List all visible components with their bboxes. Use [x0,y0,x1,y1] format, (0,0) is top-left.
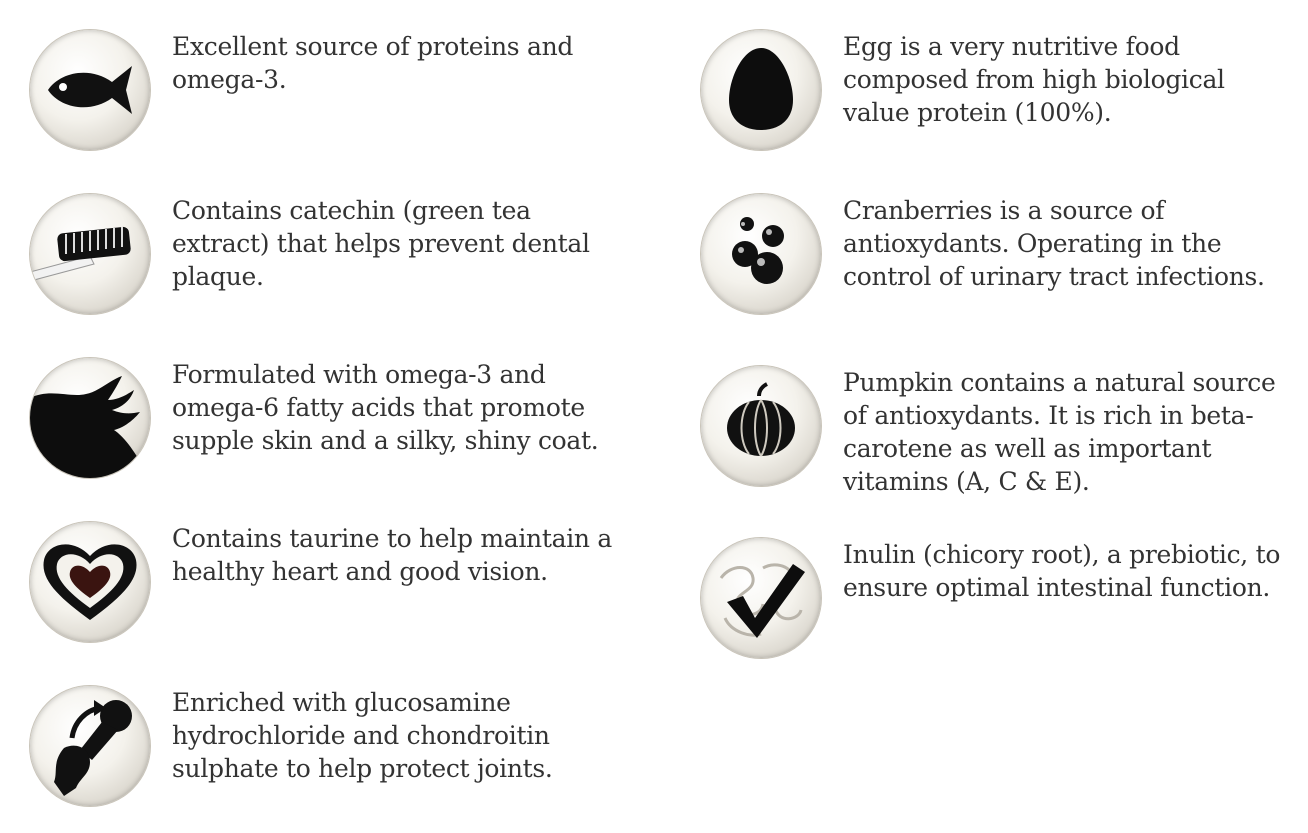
pumpkin-icon [701,366,821,486]
feature-text: Formulated with omega-3 and omega-6 fatty acids that promote supple skin and a silky, shiny coat. [172,360,599,455]
feature-pumpkin [701,366,1301,496]
feature-text: Egg is a very nutritive food composed from high biological value protein (100%). [843,32,1225,127]
egg-icon [701,30,821,150]
feature-text: Inulin (chicory root), a prebiotic, to ensure optimal intestinal function. [843,540,1281,602]
coat-icon [30,358,150,478]
feature-coat [30,358,630,488]
feature-heart [30,522,630,652]
feature-text: Excellent source of proteins and omega-3. [172,32,574,94]
feature-egg [701,30,1301,160]
intestine-check-icon [701,538,821,658]
feature-intestine [701,538,1301,668]
fish-icon [30,30,150,150]
feature-text: Contains catechin (green tea extract) that helps prevent dental plaque. [172,196,590,291]
feature-fish [30,30,630,160]
heart-icon [30,522,150,642]
feature-joint [30,686,630,816]
joint-icon [30,686,150,806]
cranberry-icon [701,194,821,314]
feature-text: Cranberries is a source of antioxydants. Operating in the control of urinary tract infections. [843,196,1265,291]
feature-cranberry [701,194,1301,324]
feature-text: Pumpkin contains a natural source of antioxydants. It is rich in beta-carotene as well as important vitamins (A, C & E). [843,368,1276,496]
feature-text: Contains taurine to help maintain a healthy heart and good vision. [172,524,612,586]
feature-text: Enriched with glucosamine hydrochloride and chondroitin sulphate to help protect joints. [172,688,553,783]
toothbrush-icon [30,194,150,314]
feature-toothbrush [30,194,630,324]
